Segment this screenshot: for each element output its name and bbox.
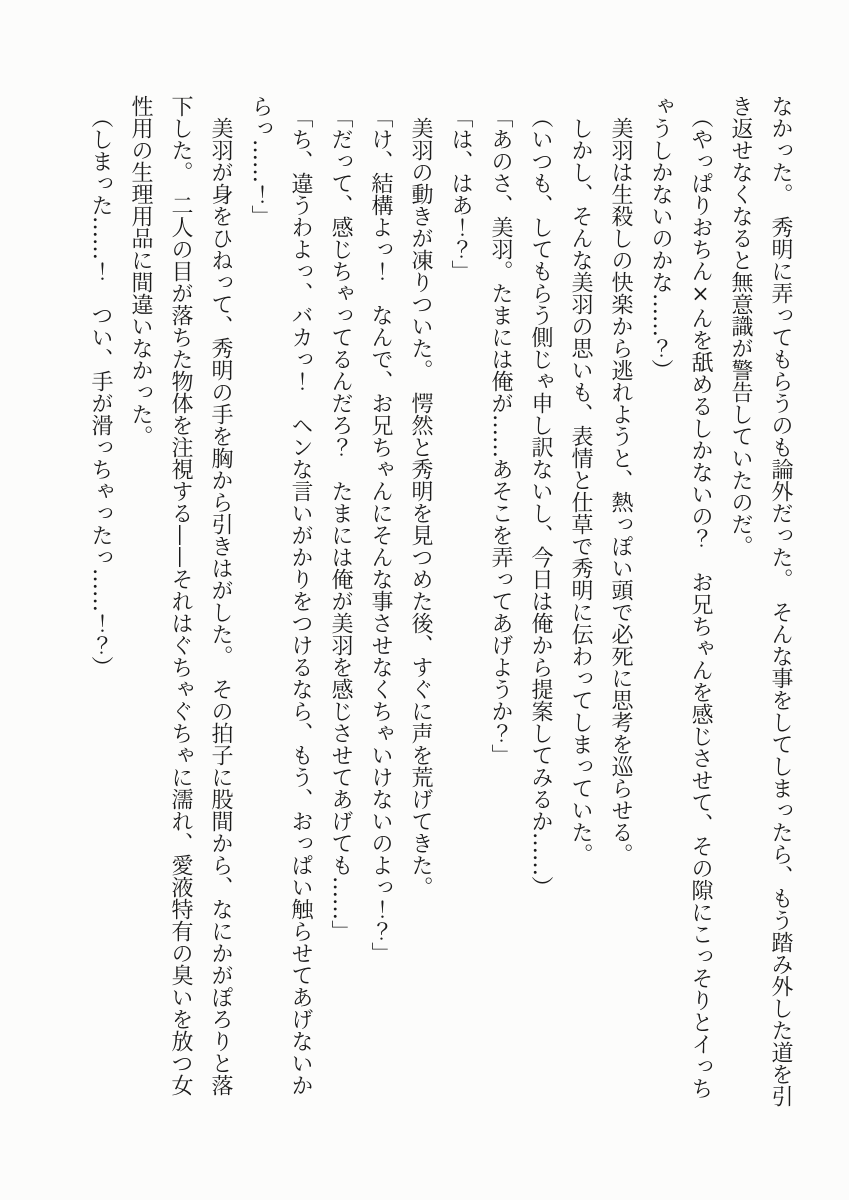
paragraph: 「は、はあ！？」 bbox=[448, 106, 473, 282]
paragraph: 美羽の動きが凍りついた。 愕然と秀明を見つめた後、すぐに声を荒げてきた。 bbox=[408, 95, 433, 898]
paragraph: なかった。 秀明に弄ってもらうのも論外だった。 そんな事をしてしまったら、もう踏み外した道を引き返せなくなると無意識が警告していたのだ。 bbox=[728, 95, 793, 1107]
novel-text-block bbox=[80, 95, 800, 1107]
paragraph: しかし、そんな美羽の思いも、表情と仕草で秀明に伝わってしまっていた。 bbox=[568, 95, 593, 865]
paragraph: （いつも、してもらう側じゃ申し訳ないし、今日は俺から提案してみるか……） bbox=[528, 106, 553, 898]
paragraph: 「あのさ、美羽。たまには俺が……あそこを弄ってあげようか？」 bbox=[488, 106, 513, 766]
paragraph: 美羽が身をひねって、秀明の手を胸から引きはがした。 その拍子に股間から、なにかがぽろりと落下した。 二人の目が落ちた物体を注視する——それはぐちゃぐちゃに濡れ、愛液特有の臭いを放つ女性用の生理用品に間違いなかった。 bbox=[128, 95, 233, 1096]
paragraph: 「け、結構よっ！ なんで、お兄ちゃんにそんな事させなくちゃいけないのよっ！？」 bbox=[368, 106, 393, 964]
paragraph: 美羽は生殺しの快楽から逃れようと、熱っぽい頭で必死に思考を巡らせる。 bbox=[608, 95, 633, 865]
paragraph: 「だって、感じちゃってるんだろ？ たまには俺が美羽を感じさせてあげても……」 bbox=[328, 106, 353, 942]
paragraph: （やっぱりおちん×んを舐めるしかないの？ お兄ちゃんを感じさせて、その隙にこっそりとイっちゃうしかないのかな……？） bbox=[648, 95, 713, 1099]
paragraph: 「ち、違うわよっ、バカっ！ ヘンな言いがかりをつけるなら、もう、おっぱい触らせてあげないからっ……！」 bbox=[248, 95, 313, 1096]
paragraph: （しまった……！ つい、手が滑っちゃったっ……！？） bbox=[88, 106, 113, 678]
